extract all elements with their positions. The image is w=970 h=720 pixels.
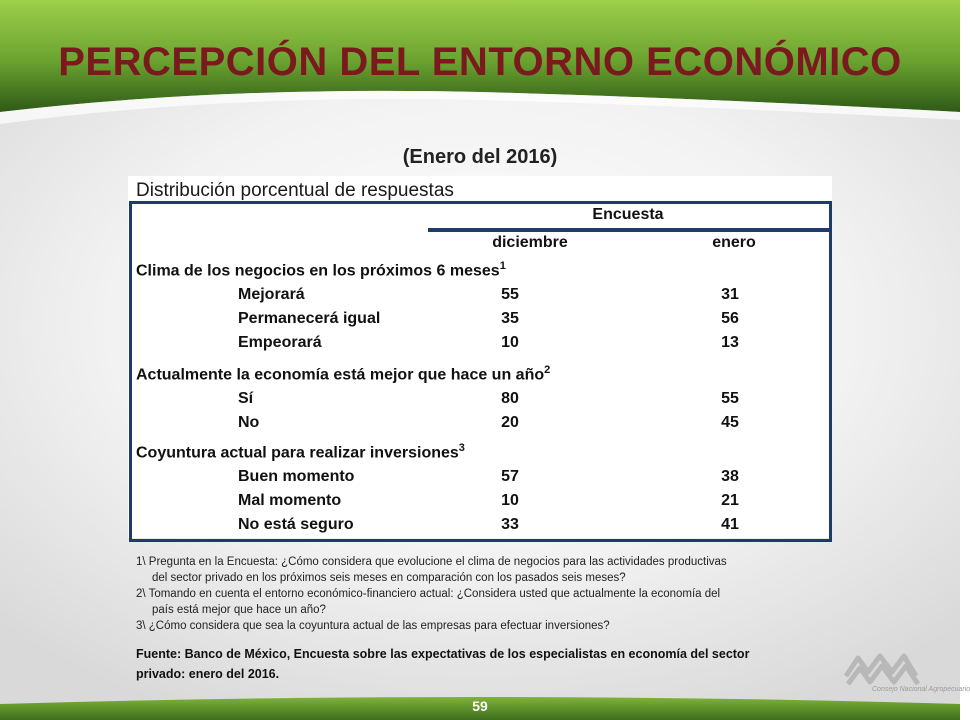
footnote-2-continued: país está mejor que hace un año?: [152, 604, 326, 616]
table-row: [128, 286, 828, 310]
value-diciembre: 33: [501, 516, 519, 533]
cna-logo-icon: [834, 642, 954, 702]
section-footnote-ref: 1: [499, 260, 506, 272]
table-caption: Distribución porcentual de respuestas: [136, 180, 454, 201]
value-enero: 38: [721, 468, 739, 485]
page-title: PERCEPCIÓN DEL ENTORNO ECONÓMICO: [58, 40, 902, 84]
source-line-2: privado: enero del 2016.: [136, 667, 280, 681]
footnote-3: 3\ ¿Cómo considera que sea la coyuntura actual de las empresas para efectuar inversiones?: [136, 620, 610, 632]
table-row: [128, 334, 828, 358]
footnote-2: 2\ Tomando en cuenta el entorno económico-financiero actual: ¿Considera usted que actualmente la economía del: [136, 588, 721, 600]
row-label: No: [238, 414, 260, 431]
row-label: Empeorará: [238, 334, 322, 351]
section-header: [128, 260, 828, 284]
group-header-encuesta: Encuesta: [592, 206, 664, 223]
source-line-1: Fuente: Banco de México, Encuesta sobre las expectativas de los especialistas en economía del sector: [136, 647, 750, 661]
value-enero: 21: [721, 492, 739, 509]
value-diciembre: 35: [501, 310, 519, 327]
value-diciembre: 80: [501, 390, 519, 407]
value-enero: 13: [721, 334, 739, 351]
value-enero: 55: [721, 390, 739, 407]
table-row: [128, 468, 828, 492]
table-row: [128, 310, 828, 334]
column-header-diciembre: diciembre: [492, 234, 568, 251]
section-header: [128, 364, 828, 388]
row-label: Permanecerá igual: [238, 310, 381, 327]
value-diciembre: 20: [501, 414, 519, 431]
row-label: Sí: [238, 390, 254, 407]
logo-caption: Consejo Nacional Agropecuario: [872, 686, 970, 693]
value-diciembre: 10: [501, 334, 519, 351]
footnote-1-continued: del sector privado en los próximos seis meses en comparación con los pasados seis meses?: [152, 572, 626, 584]
table-row: [128, 492, 828, 516]
section-footnote-ref: 2: [544, 364, 551, 376]
section-footnote-ref: 3: [458, 442, 465, 454]
page-subtitle: (Enero del 2016): [402, 146, 558, 168]
row-label: Mal momento: [238, 492, 342, 509]
footnotes: [136, 554, 836, 634]
section-title: Coyuntura actual para realizar inversiones$^3$: [136, 442, 465, 462]
column-header-enero: enero: [712, 234, 756, 251]
value-diciembre: 10: [501, 492, 519, 509]
value-enero: 31: [721, 286, 739, 303]
value-enero: 45: [721, 414, 739, 431]
table-row: [128, 516, 828, 540]
row-label: Buen momento: [238, 468, 355, 485]
source-note: [136, 644, 826, 684]
value-enero: 56: [721, 310, 739, 327]
row-label: No está seguro: [238, 516, 354, 533]
value-diciembre: 57: [501, 468, 519, 485]
page-number: 59: [472, 698, 488, 714]
table-row: [128, 414, 828, 438]
value-enero: 41: [721, 516, 739, 533]
section-header: [128, 442, 828, 466]
group-header-rule: [428, 228, 832, 232]
section-title: Clima de los negocios en los próximos 6 meses$^1$: [136, 260, 506, 280]
table-row: [128, 390, 828, 414]
row-label: Mejorará: [238, 286, 305, 303]
section-title: Actualmente la economía está mejor que hace un año$^2$: [136, 364, 551, 384]
footnote-1: 1\ Pregunta en la Encuesta: ¿Cómo considera que evolucione el clima de negocios para las actividades productivas: [136, 556, 727, 568]
value-diciembre: 55: [501, 286, 519, 303]
survey-table: [128, 176, 832, 538]
